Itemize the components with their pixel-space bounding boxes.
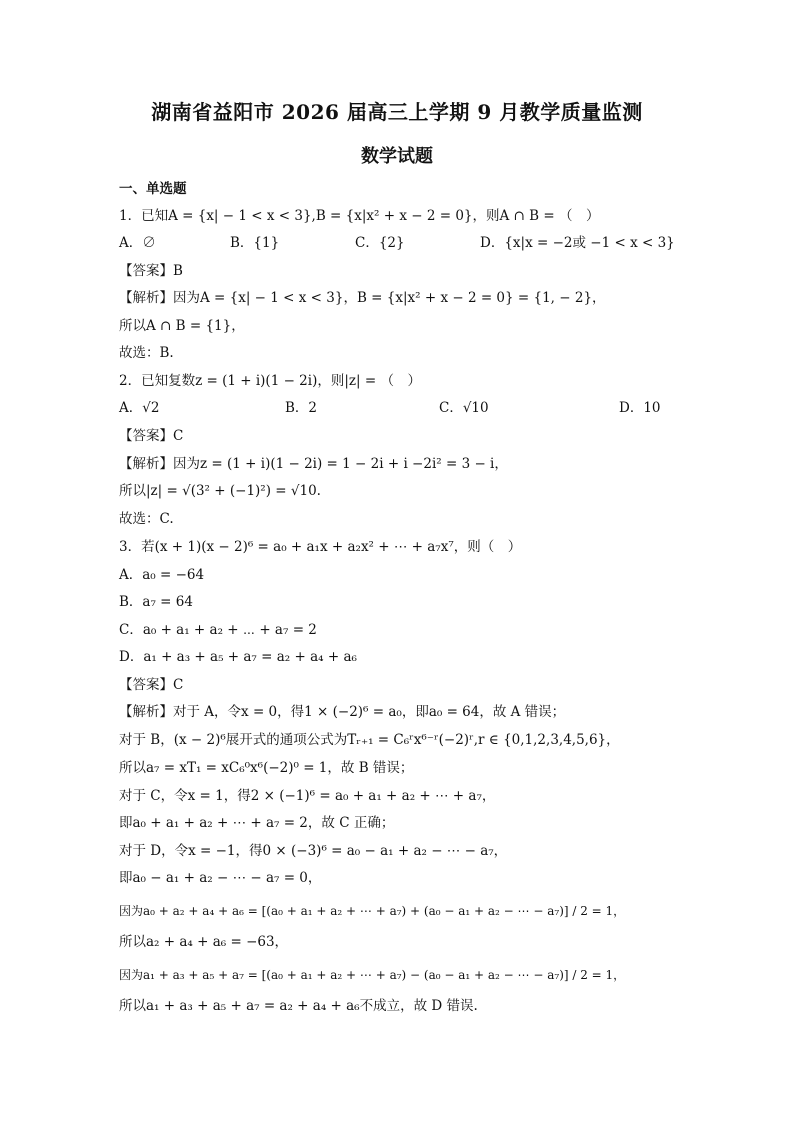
q2-answer: 【答案】C bbox=[119, 428, 184, 444]
q3-analysis-line: 【解析】对于 A，令x = 0，得1 × (−2)⁶ = a₀，即a₀ = 64，故 A 错误； bbox=[119, 704, 566, 720]
q2-analysis-line: 【解析】因为z = (1 + i)(1 − 2i) = 1 − 2i + i −2i² = 3 − i， bbox=[119, 456, 508, 472]
q2-analysis-line: 所以|z| = √(3² + (−1)²) = √10. bbox=[119, 483, 321, 499]
q2-analysis-line: 故选：C. bbox=[119, 511, 174, 527]
q1-analysis-line: 故选：B. bbox=[119, 345, 174, 361]
q3-analysis-line: 即a₀ − a₁ + a₂ − ⋯ − a₇ = 0， bbox=[119, 870, 322, 886]
q3-analysis-line: 所以a₁ + a₃ + a₅ + a₇ = a₂ + a₄ + a₆不成立，故 D 错误. bbox=[119, 998, 478, 1014]
q3-option-d: D．a₁ + a₃ + a₅ + a₇ = a₂ + a₄ + a₆ bbox=[119, 649, 357, 665]
q2-option-c: C．√10 bbox=[439, 400, 489, 416]
q3-analysis-line: 即a₀ + a₁ + a₂ + ⋯ + a₇ = 2，故 C 正确； bbox=[119, 815, 395, 831]
section-heading: 一、单选题 bbox=[119, 181, 187, 197]
q2-option-d: D．10 bbox=[619, 400, 661, 416]
q1-stem: 1．已知A = {x| − 1 < x < 3},B = {x|x² + x − 2 = 0}，则A ∩ B = （ ） bbox=[119, 208, 600, 224]
q3-stem: 3．若(x + 1)(x − 2)⁶ = a₀ + a₁x + a₂x² + ⋯ + a₇x⁷，则（ ） bbox=[119, 539, 522, 555]
document-title: 湖南省益阳市 2026 届高三上学期 9 月教学质量监测 bbox=[151, 100, 643, 124]
q3-option-c: C．a₀ + a₁ + a₂ + ⋯ + a₇ = 2 bbox=[119, 622, 317, 638]
q3-analysis-line: 所以a₇ = xT₁ = xC₆⁰x⁶(−2)⁰ = 1，故 B 错误； bbox=[119, 760, 414, 776]
q3-answer: 【答案】C bbox=[119, 677, 184, 693]
q3-option-b: B．a₇ = 64 bbox=[119, 594, 193, 610]
q3-analysis-line: 对于 C，令x = 1，得2 × (−1)⁶ = a₀ + a₁ + a₂ + ⋯ + a₇， bbox=[119, 788, 496, 804]
q3-analysis-line: 因为a₀ + a₂ + a₄ + a₆ = [(a₀ + a₁ + a₂ + ⋯ + a₇) + (a₀ − a₁ + a₂ − ⋯ − a₇)] / 2 = 1， bbox=[119, 904, 626, 918]
q3-analysis-line: 所以a₂ + a₄ + a₆ = −63， bbox=[119, 934, 289, 950]
q1-analysis-line: 【解析】因为A = {x| − 1 < x < 3}，B = {x|x² + x − 2 = 0} = {1, − 2}， bbox=[119, 290, 606, 306]
q3-analysis-line: 因为a₁ + a₃ + a₅ + a₇ = [(a₀ + a₁ + a₂ + ⋯ + a₇) − (a₀ − a₁ + a₂ − ⋯ − a₇)] / 2 = 1， bbox=[119, 968, 626, 982]
q3-analysis-line: 对于 D，令x = −1，得0 × (−3)⁶ = a₀ − a₁ + a₂ − ⋯ − a₇， bbox=[119, 843, 508, 859]
q1-answer: 【答案】B bbox=[119, 263, 183, 279]
q3-analysis-line: 对于 B，(x − 2)⁶展开式的通项公式为Tᵣ₊₁ = C₆ʳx⁶⁻ʳ(−2)ʳ,r ∈ {0,1,2,3,4,5,6}， bbox=[119, 732, 620, 748]
q1-analysis-line: 所以A ∩ B = {1}， bbox=[119, 318, 245, 334]
document-subtitle: 数学试题 bbox=[361, 146, 433, 167]
q3-option-a: A．a₀ = −64 bbox=[119, 567, 205, 583]
q2-option-b: B．2 bbox=[285, 400, 318, 416]
q2-option-a: A．√2 bbox=[119, 400, 160, 416]
q1-option-d: D．{x|x = −2或 −1 < x < 3} bbox=[480, 235, 675, 251]
q2-stem: 2．已知复数z = (1 + i)(1 − 2i)，则|z| = （ ） bbox=[119, 373, 421, 389]
q1-option-c: C．{2} bbox=[355, 235, 405, 251]
q1-option-a: A．∅ bbox=[119, 235, 156, 251]
q1-option-b: B．{1} bbox=[230, 235, 280, 251]
